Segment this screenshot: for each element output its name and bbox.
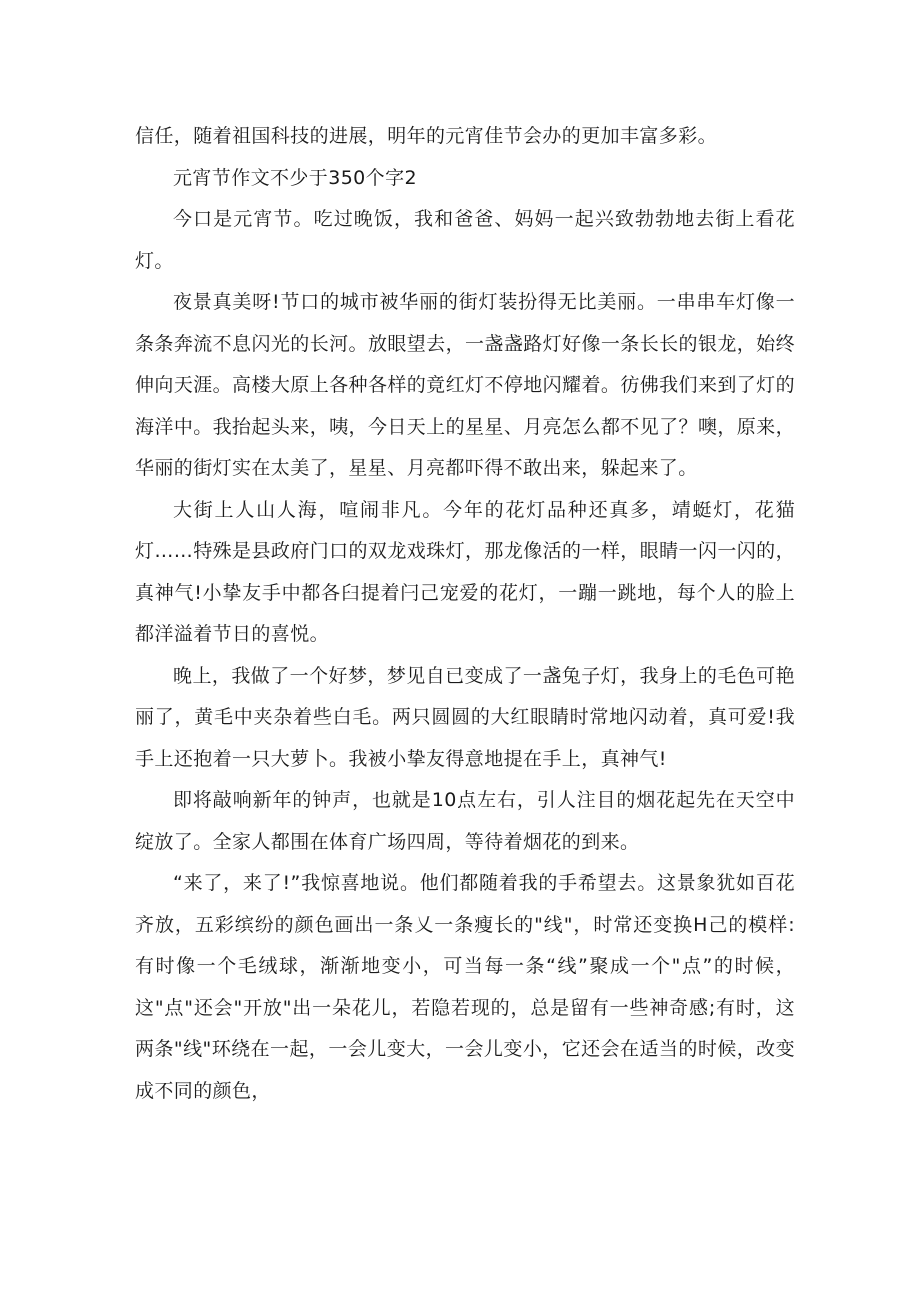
article-heading: 元宵节作文不少于350个字2 [173, 166, 417, 189]
article-body [135, 116, 795, 1112]
paragraph: 即将敲响新年的钟声，也就是10点左右，引人注目的烟花起先在天空中绽放了。全家人都围在体育广场四周，等待着烟花的到来。 [135, 789, 795, 853]
paragraph: 晚上，我做了一个好梦，梦见自已变成了一盏兔子灯，我身上的毛色可艳丽了，黄毛中夹杂着些白毛。两只圆圆的大红眼睛时常地闪动着，真可爱!我手上还抱着一只大萝卜。我被小挚友得意地提在手上，真神气! [135, 664, 795, 770]
paragraph: 今口是元宵节。吃过晚饭，我和爸爸、妈妈一起兴致勃勃地去街上看花灯。 [135, 208, 795, 272]
paragraph: 夜景真美呀!节口的城市被华丽的街灯装扮得无比美丽。一串串车灯像一条条奔流不息闪光的长河。放眼望去，一盏盏路灯好像一条长长的银龙，始终伸向天涯。高楼大原上各种各样的竟红灯不停地闪耀着。彷佛我们来到了灯的海洋中。我抬起头来，咦，今日天上的星星、月亮怎么都不见了？噢，原来，华丽的街灯实在太美了，星星、月亮都吓得不敢出来，躲起来了。 [135, 291, 795, 479]
paragraph: “来了，来了!”我惊喜地说。他们都随着我的手希望去。这景象犹如百花齐放，五彩缤纷的颜色画出一条乂一条瘦长的"线"，时常还变换H己的模样:有时像一个毛绒球，渐渐地变小，可当每一条“线”聚成一个"点”的时候，这"点"还会"开放"出一朵花儿，若隐若现的，总是留有一些神奇感;有时，这两条"线"环绕在一起，一会儿变大，一会儿变小，它还会在适当的时候，改变成不同的颜色， [135, 872, 795, 1102]
paragraph-continuation: 信任，随着祖国科技的进展，明年的元宵佳节会办的更加丰富多彩。 [135, 125, 718, 147]
paragraph: 大街上人山人海，喧闹非凡。今年的花灯品种还真多，靖蜓灯，花猫灯……特殊是县政府门口的双龙戏珠灯，那龙像活的一样，眼睛一闪一闪的，真神气!小挚友手中都各臼提着闩己宠爱的花灯，一蹦一跳地，每个人的脸上都洋溢着节日的喜悦。 [135, 498, 795, 645]
